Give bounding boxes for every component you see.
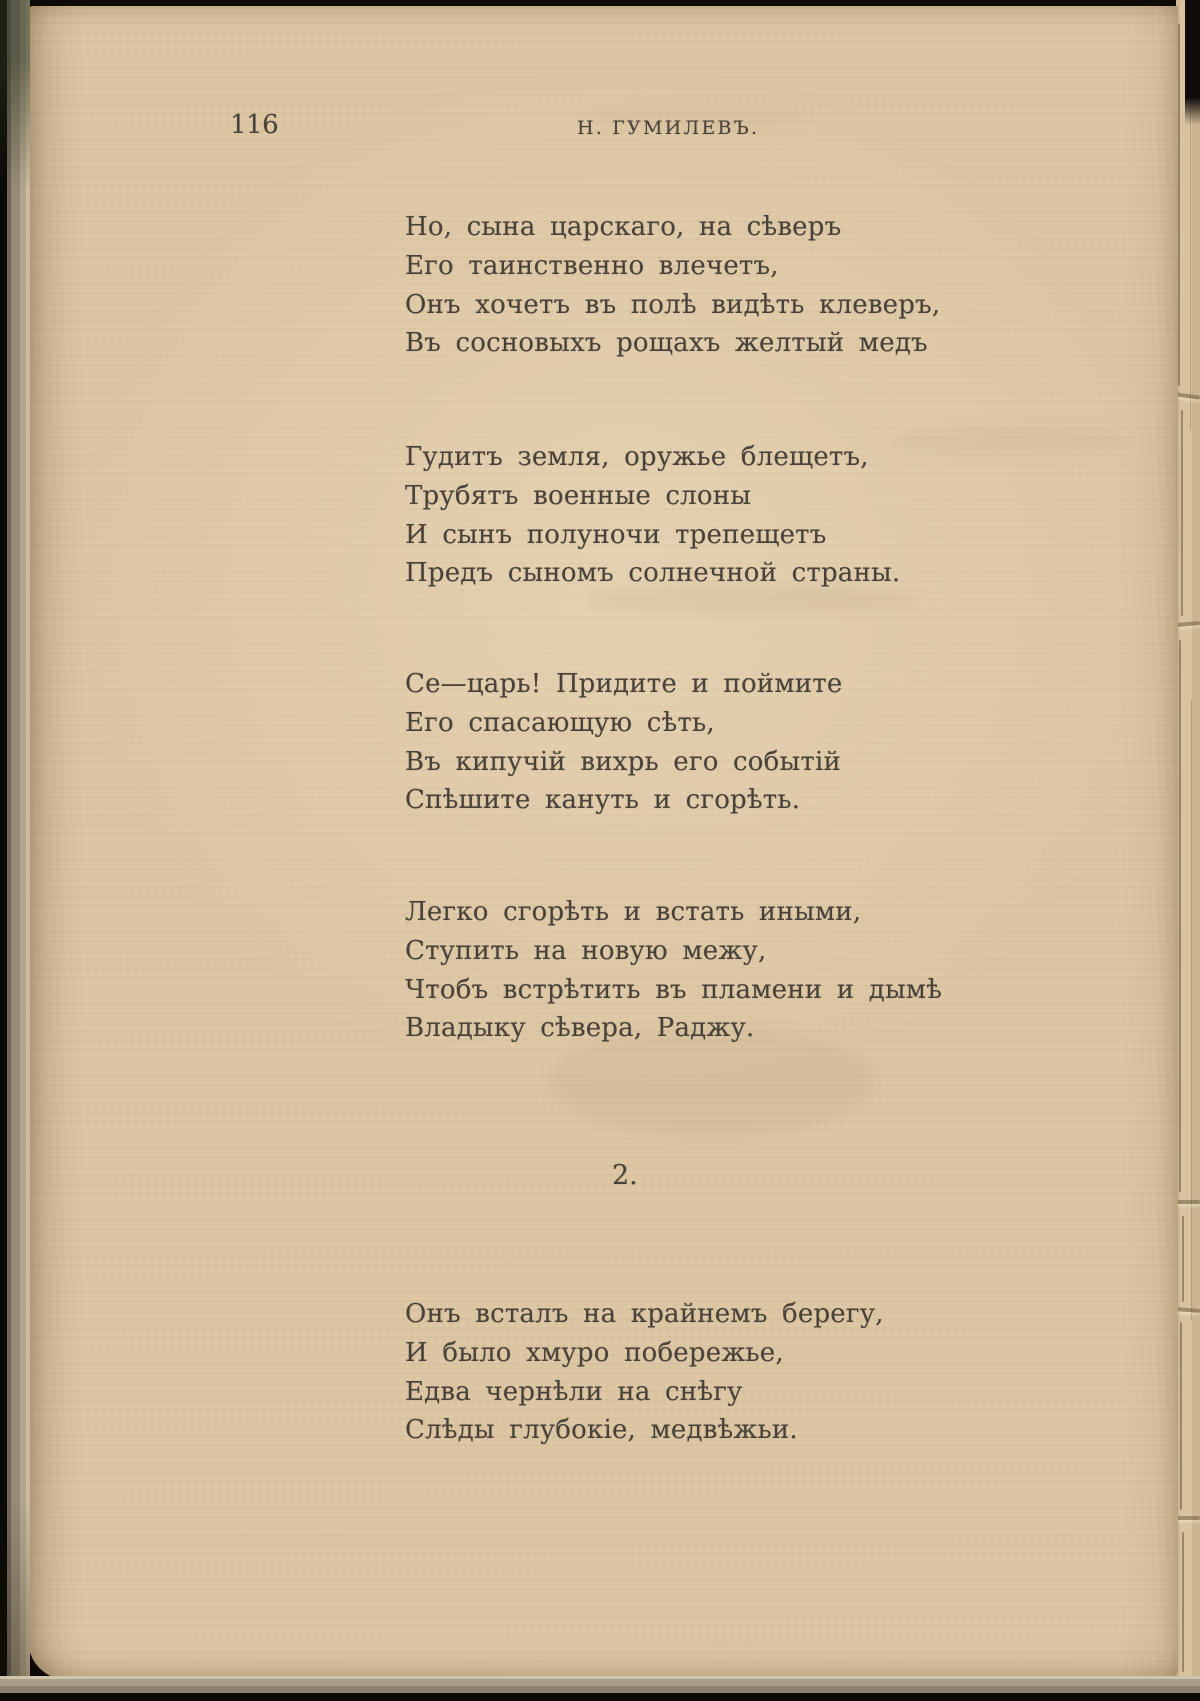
running-header: Н. ГУМИЛЕВЪ. [577,117,760,139]
stanza [405,665,842,820]
show-through-smudge [888,426,1128,456]
page-edge-line [1181,410,1183,616]
poem-line: И было хмуро побережье, [405,1337,784,1368]
poem-line: Но, сына царскаго, на сѣверъ [405,212,842,242]
page-edge-notch [1176,1307,1200,1313]
poem-line: И сынъ полуночи трепещетъ [405,519,827,550]
poem-line: Въ кипучій вихрь его событій [405,746,842,777]
poem-line: Легко сгорѣть и встать иными, [405,897,862,927]
photo-corner-shadow [1185,0,1200,125]
page-edge-line [1178,24,1180,386]
poem-line: Трубятъ военные слоны [405,480,752,511]
page-edge-notch [1176,1516,1200,1520]
poem-line: Гудитъ земля, оружье блещетъ, [405,442,869,472]
poem-line: Его таинственно влечетъ, [405,250,779,281]
poem-section-number: 2. [612,1160,638,1191]
stanza [405,1295,884,1450]
poem-line: Его спасающую сѣть, [405,707,715,738]
poem-line: Едва чернѣли на снѣгу [405,1376,743,1407]
page-edge-line [1180,1322,1182,1510]
poem-line: Онъ хочетъ въ полѣ видѣть клеверъ, [405,289,941,320]
book-gutter-shadow [0,0,30,1701]
poem-line: Въ сосновыхъ рощахъ желтый медъ [405,328,928,359]
page-edge-notch [1176,621,1200,627]
poem-line: Онъ всталъ на крайнемъ берегу, [405,1299,884,1329]
stanza [405,208,940,363]
page-edge-line [1179,640,1181,1192]
poem-line: Ступить на новую межу, [405,935,767,966]
page-fore-edge [1176,0,1200,1701]
page-number: 116 [230,110,279,140]
poem-line: Се—царь! Придите и поймите [405,669,843,699]
page-edge-line [1182,1216,1184,1302]
page-edge-line [1191,700,1192,1320]
page-edge-notch [1176,392,1200,399]
poem-line: Спѣшите кануть и сгорѣть. [405,785,801,816]
stanza [405,438,900,593]
poem-line: Чтобъ встрѣтить въ пламени и дымѣ [405,974,943,1005]
stanza [405,893,942,1048]
page-edge-line [1182,1532,1184,1672]
poem-line: Предъ сыномъ солнечной страны. [405,558,901,589]
book-bottom-edge [0,1676,1200,1701]
poem-line: Владыку сѣвера, Раджу. [405,1013,755,1044]
page-edge-notch [1176,1200,1200,1204]
poem-line: Слѣды глубокіе, медвѣжьи. [405,1415,798,1446]
